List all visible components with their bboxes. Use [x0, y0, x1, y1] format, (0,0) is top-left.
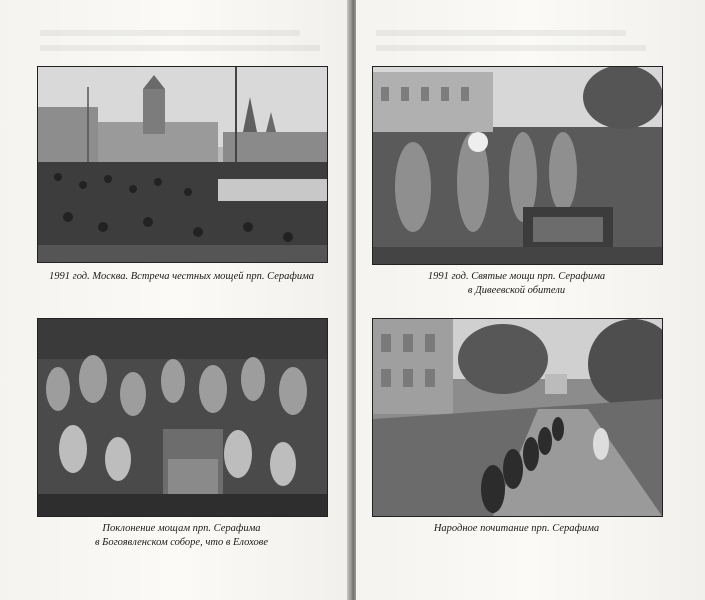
- caption-line: 1991 год. Москва. Встреча честных мощей прп. Серафима: [48, 271, 315, 282]
- bleed-through-text: [376, 45, 646, 51]
- photo-cathedral-interior: [37, 318, 328, 517]
- caption-line: 1991 год. Святые мощи прп. Серафима: [427, 271, 606, 282]
- photo-caption: [37, 270, 326, 284]
- photo-moscow-crowd: [37, 66, 328, 263]
- photo-pilgrims-line: [372, 318, 663, 517]
- caption-line: в Богоявленском соборе, что в Елохове: [94, 537, 269, 548]
- bleed-through-text: [40, 30, 300, 36]
- photo-caption: [372, 522, 661, 536]
- right-page: [356, 0, 705, 600]
- bleed-through-text: [40, 45, 320, 51]
- caption-line: Поклонение мощам прп. Серафима: [102, 523, 261, 534]
- bleed-through-text: [376, 30, 626, 36]
- caption-line: Народное почитание прп. Серафима: [433, 523, 600, 534]
- photo-diveevo-clergy: [372, 66, 663, 265]
- left-page: [0, 0, 349, 600]
- photo-caption: [372, 270, 661, 298]
- caption-line: в Дивеевской обители: [467, 285, 566, 296]
- photo-caption: [37, 522, 326, 550]
